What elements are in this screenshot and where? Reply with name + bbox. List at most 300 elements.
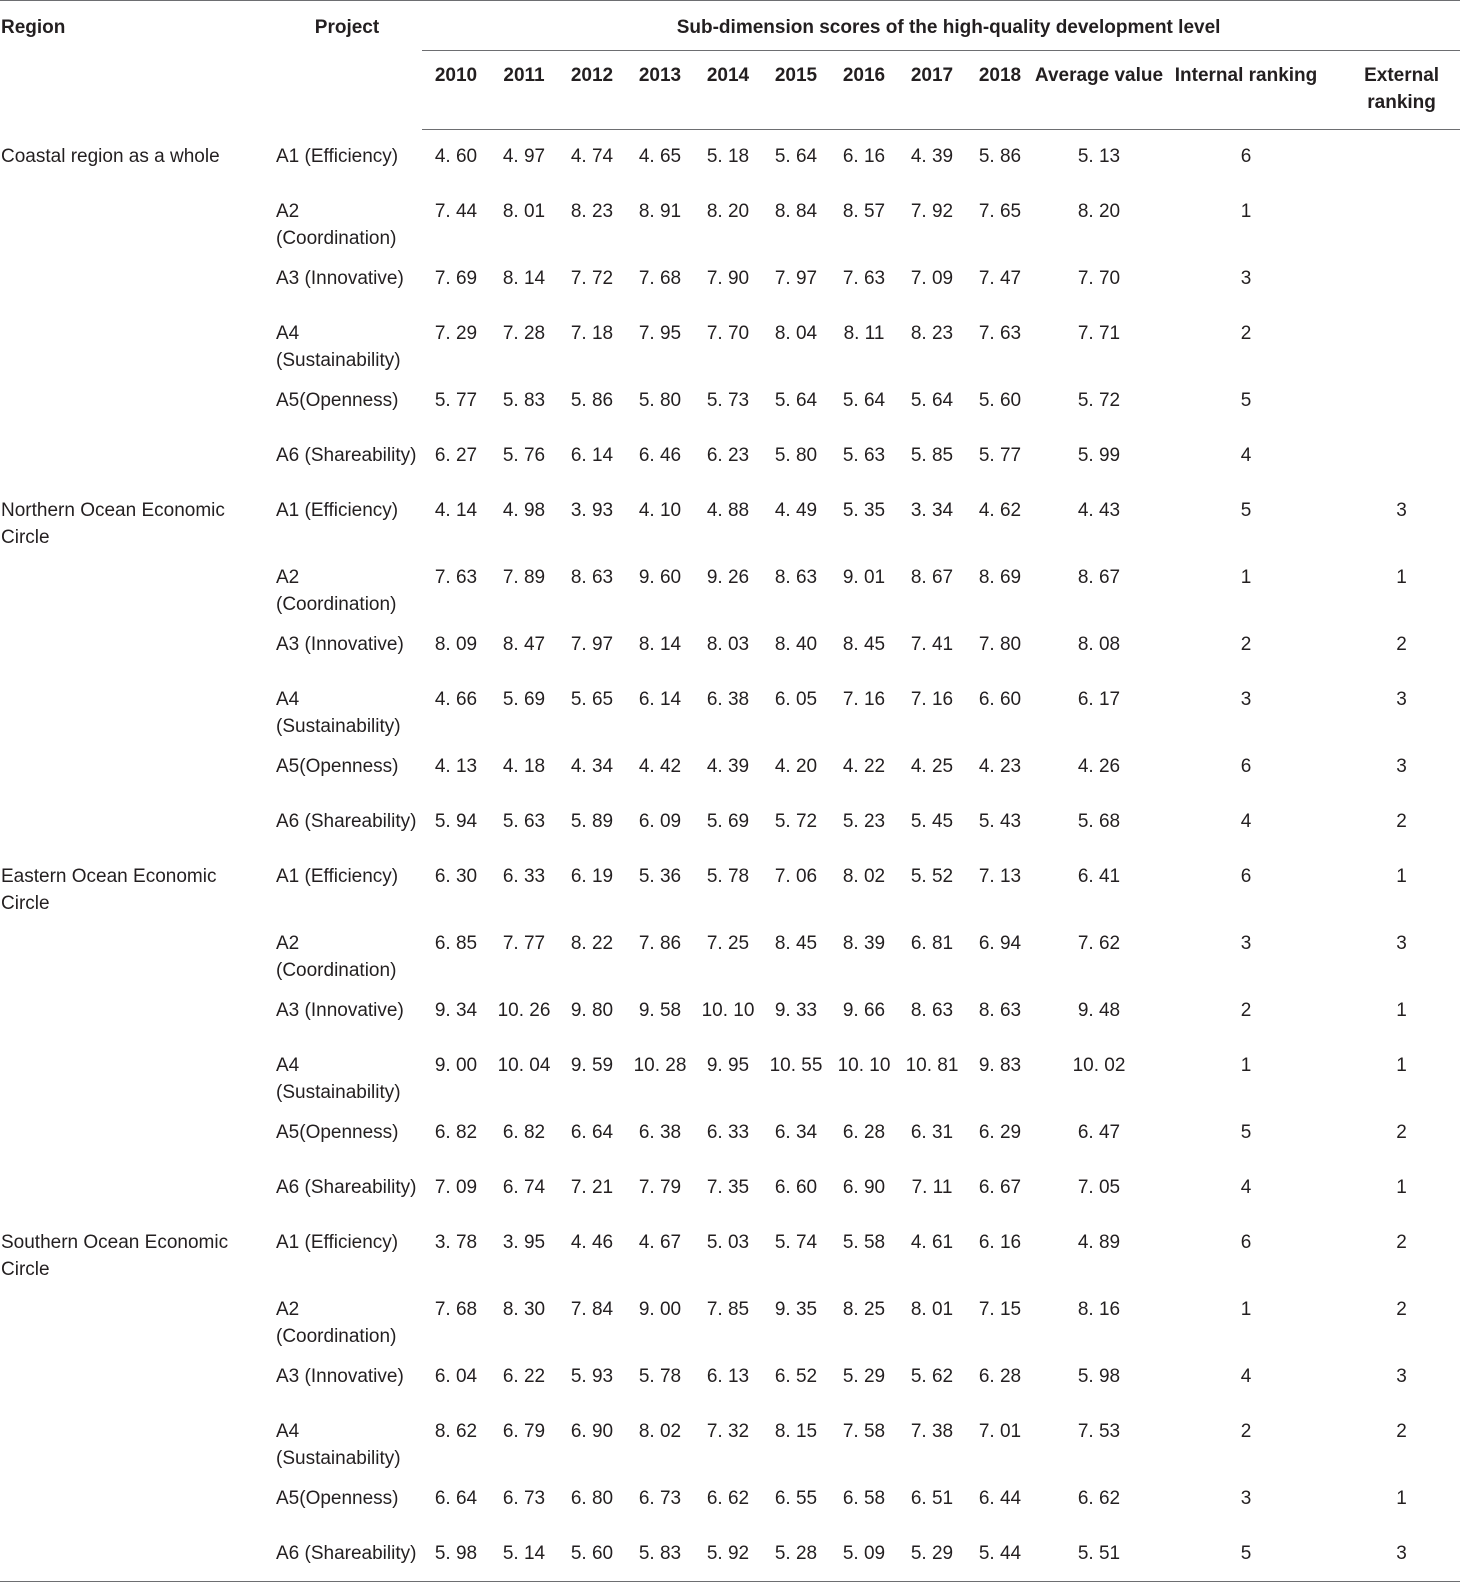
year-score-cell: 5. 09: [830, 1527, 898, 1582]
internal-ranking-cell: 3: [1240, 1487, 1252, 1509]
year-score-cell: 6. 82: [502, 1121, 546, 1143]
year-score-cell: 5. 64: [842, 389, 886, 411]
average-cell: 7. 70: [1077, 267, 1121, 289]
year-score-cell: 6. 38: [638, 1121, 682, 1143]
project-cell: A1 (Efficiency): [276, 865, 399, 887]
year-score-cell: 9. 33: [774, 999, 818, 1021]
year-score-cell: 7. 09: [434, 1176, 478, 1198]
year-score-cell: 6. 60: [774, 1176, 818, 1198]
year-score-cell: 8. 25: [842, 1298, 886, 1320]
project-cell: A2 (Coordination): [276, 1298, 397, 1347]
year-score-cell: 7. 97: [774, 267, 818, 289]
year-score-cell: 6. 62: [706, 1487, 750, 1509]
internal-ranking-cell: 3: [1240, 267, 1252, 289]
average-cell: 7. 71: [1077, 322, 1121, 344]
internal-ranking-cell: 6: [1240, 1231, 1252, 1253]
year-score-cell: 9. 95: [706, 1054, 750, 1076]
average-cell: 6. 62: [1077, 1487, 1121, 1509]
table-row: [0, 1216, 1460, 1283]
year-score-cell: 5. 83: [626, 1527, 694, 1582]
year-score-cell: 7. 41: [910, 633, 954, 655]
year-score-cell: 9. 35: [774, 1298, 818, 1320]
year-score-cell: 4. 25: [910, 755, 954, 777]
year-score-cell: 8. 02: [842, 865, 886, 887]
year-score-cell: 10. 55: [769, 1054, 823, 1076]
year-score-cell: 6. 44: [978, 1487, 1022, 1509]
external-ranking-cell: [1328, 185, 1460, 252]
year-score-cell: 3. 78: [434, 1231, 478, 1253]
year-score-cell: 4. 39: [706, 755, 750, 777]
year-score-cell: 4. 98: [502, 499, 546, 521]
year-header: 2017: [898, 51, 966, 130]
year-score-cell: 9. 66: [842, 999, 886, 1021]
year-score-cell: 9. 60: [638, 566, 682, 588]
external-ranking-cell: 2: [1396, 1231, 1407, 1253]
year-score-cell: 5. 36: [638, 865, 682, 887]
internal-ranking-cell: 5: [1240, 499, 1252, 521]
year-score-cell: 7. 80: [978, 633, 1022, 655]
average-cell: 5. 13: [1077, 146, 1121, 167]
external-ranking-cell: 1: [1396, 1176, 1407, 1198]
year-score-cell: 7. 95: [638, 322, 682, 344]
internal-ranking-cell: 6: [1240, 865, 1252, 887]
year-score-cell: 7. 16: [842, 688, 886, 710]
year-score-cell: 5. 29: [842, 1365, 886, 1387]
internal-ranking-cell: 2: [1240, 999, 1252, 1021]
year-score-cell: 5. 18: [706, 146, 750, 167]
external-ranking-header: External ranking: [1328, 51, 1460, 130]
year-score-cell: 8. 63: [910, 999, 954, 1021]
year-score-cell: 7. 09: [910, 267, 954, 289]
average-cell: 9. 48: [1077, 999, 1121, 1021]
year-score-cell: 4. 13: [434, 755, 478, 777]
average-cell: 8. 08: [1077, 633, 1121, 655]
year-score-cell: 6. 30: [434, 865, 478, 887]
table-row: [0, 374, 1460, 429]
year-score-cell: 6. 94: [978, 932, 1022, 954]
year-score-cell: 6. 58: [842, 1487, 886, 1509]
year-score-cell: 9. 80: [570, 999, 614, 1021]
year-score-cell: 6. 55: [774, 1487, 818, 1509]
year-score-cell: 6. 33: [706, 1121, 750, 1143]
year-score-cell: 7. 77: [502, 932, 546, 954]
year-score-cell: 4. 10: [638, 499, 682, 521]
average-cell: 7. 05: [1077, 1176, 1121, 1198]
year-score-cell: 4. 60: [434, 146, 478, 167]
region-cell: Southern Ocean Economic Circle: [1, 1231, 229, 1280]
project-cell: A4 (Sustainability): [276, 688, 401, 737]
average-cell: 4. 26: [1077, 755, 1121, 777]
year-score-cell: 7. 38: [910, 1420, 954, 1442]
year-score-cell: 6. 29: [978, 1121, 1022, 1143]
table-body: [0, 130, 1460, 1582]
region-cell: [0, 429, 272, 484]
year-score-cell: 9. 01: [842, 566, 886, 588]
year-score-cell: 8. 47: [502, 633, 546, 655]
year-score-cell: 7. 86: [638, 932, 682, 954]
year-score-cell: 9. 00: [638, 1298, 682, 1320]
year-score-cell: 4. 88: [706, 499, 750, 521]
table-row: [0, 740, 1460, 795]
year-score-cell: 5. 76: [502, 444, 546, 466]
table-row: [0, 618, 1460, 673]
year-score-cell: 6. 67: [978, 1176, 1022, 1198]
average-cell: 8. 67: [1077, 566, 1121, 588]
year-score-cell: 4. 65: [638, 146, 682, 167]
year-score-cell: 6. 34: [774, 1121, 818, 1143]
year-score-cell: 5. 86: [570, 389, 614, 411]
external-ranking-cell: [1328, 374, 1460, 429]
region-cell: [0, 185, 272, 252]
table-row: [0, 484, 1460, 551]
year-score-cell: 8. 30: [502, 1298, 546, 1320]
year-score-cell: 7. 97: [570, 633, 614, 655]
project-cell: A1 (Efficiency): [276, 1231, 399, 1253]
year-score-cell: 6. 13: [706, 1365, 750, 1387]
year-score-cell: 5. 72: [774, 810, 818, 832]
project-cell: A6 (Shareability): [272, 1527, 422, 1582]
year-score-cell: 7. 21: [570, 1176, 614, 1198]
year-score-cell: 7. 72: [570, 267, 614, 289]
external-ranking-cell: 3: [1328, 1527, 1460, 1582]
project-cell: A3 (Innovative): [276, 633, 404, 655]
year-score-cell: 8. 02: [638, 1420, 682, 1442]
average-cell: 4. 89: [1077, 1231, 1121, 1253]
region-cell: [0, 673, 272, 740]
year-score-cell: 9. 59: [570, 1054, 614, 1076]
project-cell: A5(Openness): [276, 1121, 399, 1143]
year-header: 2011: [490, 51, 558, 130]
project-cell: A2 (Coordination): [276, 200, 397, 249]
average-cell: 10. 02: [1072, 1054, 1126, 1076]
year-score-cell: 5. 73: [706, 389, 750, 411]
average-cell: 5. 68: [1077, 810, 1121, 832]
year-score-cell: 5. 63: [502, 810, 546, 832]
year-score-cell: 3. 34: [910, 499, 954, 521]
year-score-cell: 5. 69: [706, 810, 750, 832]
year-score-cell: 7. 84: [570, 1298, 614, 1320]
year-score-cell: 9. 26: [706, 566, 750, 588]
year-score-cell: 6. 14: [638, 688, 682, 710]
internal-ranking-cell: 1: [1240, 566, 1252, 588]
year-score-cell: 6. 28: [842, 1121, 886, 1143]
year-score-cell: 6. 82: [434, 1121, 478, 1143]
year-score-cell: 7. 63: [434, 566, 478, 588]
year-score-cell: 5. 62: [910, 1365, 954, 1387]
year-score-cell: 8. 20: [706, 200, 750, 222]
year-score-cell: 8. 40: [774, 633, 818, 655]
year-score-cell: 6. 73: [638, 1487, 682, 1509]
year-score-cell: 9. 34: [434, 999, 478, 1021]
project-cell: A2 (Coordination): [276, 566, 397, 615]
table-row: [0, 252, 1460, 307]
external-ranking-cell: 2: [1396, 633, 1407, 655]
average-cell: 8. 16: [1077, 1298, 1121, 1320]
year-score-cell: 6. 38: [706, 688, 750, 710]
year-score-cell: 7. 63: [842, 267, 886, 289]
year-score-cell: 6. 79: [502, 1420, 546, 1442]
year-score-cell: 6. 60: [978, 688, 1022, 710]
internal-ranking-header: Internal ranking: [1164, 51, 1328, 130]
year-score-cell: 8. 84: [774, 200, 818, 222]
year-header: 2016: [830, 51, 898, 130]
external-ranking-cell: 2: [1396, 1121, 1407, 1143]
year-score-cell: 8. 01: [502, 200, 546, 222]
year-score-cell: 7. 06: [774, 865, 818, 887]
year-header: 2015: [762, 51, 830, 130]
year-score-cell: 4. 14: [434, 499, 478, 521]
external-ranking-cell: [1328, 307, 1460, 374]
year-score-cell: 5. 89: [570, 810, 614, 832]
external-ranking-cell: 1: [1396, 1054, 1407, 1076]
year-score-cell: 8. 63: [978, 999, 1022, 1021]
year-score-cell: 4. 18: [502, 755, 546, 777]
project-cell: A6 (Shareability): [276, 1176, 417, 1198]
year-score-cell: 7. 35: [706, 1176, 750, 1198]
year-score-cell: 4. 42: [638, 755, 682, 777]
project-cell: A6 (Shareability): [276, 444, 417, 466]
project-cell: A2 (Coordination): [276, 932, 397, 981]
region-cell: [0, 307, 272, 374]
year-score-cell: 7. 28: [502, 322, 546, 344]
internal-ranking-cell: 4: [1240, 1176, 1252, 1198]
project-cell: A4 (Sustainability): [276, 322, 401, 371]
internal-ranking-cell: 4: [1240, 444, 1252, 466]
average-cell: 7. 53: [1077, 1420, 1121, 1442]
year-score-cell: 8. 67: [910, 566, 954, 588]
year-score-cell: 5. 80: [774, 444, 818, 466]
region-cell: [0, 1350, 272, 1405]
project-cell: A3 (Innovative): [276, 267, 404, 289]
year-score-cell: 7. 89: [502, 566, 546, 588]
year-score-cell: 6. 09: [638, 810, 682, 832]
region-cell: [0, 1283, 272, 1350]
region-cell: [0, 252, 272, 307]
region-cell: [0, 618, 272, 673]
group-header: Sub-dimension scores of the high-quality development level: [422, 1, 1460, 51]
year-score-cell: 9. 00: [434, 1054, 478, 1076]
table-row: [0, 429, 1460, 484]
year-score-cell: 4. 66: [434, 688, 478, 710]
year-score-cell: 7. 47: [978, 267, 1022, 289]
year-score-cell: 8. 91: [638, 200, 682, 222]
table-row: [0, 1161, 1460, 1216]
table-row: [0, 1283, 1460, 1350]
year-score-cell: 5. 52: [910, 865, 954, 887]
year-score-cell: 6. 81: [910, 932, 954, 954]
year-score-cell: 5. 69: [502, 688, 546, 710]
year-score-cell: 5. 93: [570, 1365, 614, 1387]
year-score-cell: 4. 97: [502, 146, 546, 167]
region-cell: [0, 374, 272, 429]
year-score-cell: 6. 23: [706, 444, 750, 466]
year-score-cell: 6. 51: [910, 1487, 954, 1509]
year-score-cell: 6. 90: [570, 1420, 614, 1442]
internal-ranking-cell: 4: [1240, 810, 1252, 832]
table-row: [0, 551, 1460, 618]
internal-ranking-cell: 5: [1164, 1527, 1328, 1582]
region-cell: [0, 984, 272, 1039]
project-cell: A3 (Innovative): [276, 999, 404, 1021]
year-score-cell: 7. 29: [434, 322, 478, 344]
year-score-cell: 7. 90: [706, 267, 750, 289]
year-score-cell: 8. 23: [910, 322, 954, 344]
year-score-cell: 8. 63: [570, 566, 614, 588]
internal-ranking-cell: 5: [1240, 1121, 1252, 1143]
table-row: [0, 795, 1460, 850]
internal-ranking-cell: 2: [1240, 633, 1252, 655]
region-cell: [0, 1405, 272, 1472]
year-score-cell: 5. 43: [978, 810, 1022, 832]
year-score-cell: 6. 14: [570, 444, 614, 466]
year-score-cell: 3. 93: [570, 499, 614, 521]
year-score-cell: 4. 23: [978, 755, 1022, 777]
year-score-cell: 5. 28: [762, 1527, 830, 1582]
year-score-cell: 8. 04: [774, 322, 818, 344]
year-score-cell: 5. 63: [842, 444, 886, 466]
year-score-cell: 6. 80: [570, 1487, 614, 1509]
year-score-cell: 9. 83: [978, 1054, 1022, 1076]
year-score-cell: 8. 23: [570, 200, 614, 222]
year-score-cell: 7. 58: [842, 1420, 886, 1442]
project-cell: A5(Openness): [276, 389, 399, 411]
internal-ranking-cell: 2: [1240, 1420, 1252, 1442]
year-score-cell: 8. 11: [843, 322, 885, 344]
project-cell: A1 (Efficiency): [276, 145, 399, 167]
year-score-cell: 10. 10: [701, 999, 755, 1021]
external-ranking-cell: 3: [1396, 499, 1407, 521]
year-score-cell: 5. 60: [558, 1527, 626, 1582]
year-score-cell: 8. 14: [502, 267, 546, 289]
year-score-cell: 6. 16: [842, 146, 886, 167]
external-ranking-cell: 2: [1396, 1420, 1407, 1442]
year-score-cell: 7. 92: [910, 200, 954, 222]
year-score-cell: 5. 64: [774, 146, 818, 167]
year-header: 2012: [558, 51, 626, 130]
year-score-cell: 7. 63: [978, 322, 1022, 344]
region-cell: [0, 1527, 272, 1582]
year-score-cell: 5. 29: [898, 1527, 966, 1582]
year-score-cell: 7. 15: [978, 1298, 1022, 1320]
year-score-cell: 7. 68: [434, 1298, 478, 1320]
year-score-cell: 5. 03: [706, 1231, 750, 1253]
average-cell: 5. 51: [1034, 1527, 1164, 1582]
external-ranking-cell: 3: [1396, 932, 1407, 954]
year-score-cell: 5. 98: [422, 1527, 490, 1582]
average-cell: 8. 20: [1077, 200, 1121, 222]
year-score-cell: 8. 62: [434, 1420, 478, 1442]
year-score-cell: 8. 09: [434, 633, 478, 655]
external-ranking-cell: 1: [1396, 865, 1407, 887]
table-row: [0, 130, 1460, 185]
year-score-cell: 7. 01: [978, 1420, 1022, 1442]
table-row: [0, 185, 1460, 252]
year-score-cell: 10. 28: [633, 1054, 687, 1076]
year-score-cell: 7. 69: [434, 267, 478, 289]
table-row: [0, 1039, 1460, 1106]
year-score-cell: 7. 13: [978, 865, 1022, 887]
year-score-cell: 6. 64: [570, 1121, 614, 1143]
year-score-cell: 6. 33: [502, 865, 546, 887]
region-cell: [0, 917, 272, 984]
external-ranking-cell: [1328, 252, 1460, 307]
year-score-cell: 6. 19: [570, 865, 614, 887]
year-score-cell: 8. 14: [638, 633, 682, 655]
year-score-cell: 4. 74: [570, 146, 614, 167]
year-score-cell: 6. 85: [434, 932, 478, 954]
year-header: 2018: [966, 51, 1034, 130]
internal-ranking-cell: 1: [1240, 200, 1252, 222]
year-score-cell: 5. 23: [842, 810, 886, 832]
project-cell: A4 (Sustainability): [276, 1054, 401, 1103]
year-score-cell: 5. 77: [434, 389, 478, 411]
internal-ranking-cell: 1: [1240, 1298, 1252, 1320]
year-score-cell: 5. 78: [638, 1365, 682, 1387]
region-cell: Eastern Ocean Economic Circle: [1, 865, 217, 914]
average-header: Average value: [1034, 51, 1164, 130]
region-cell: [0, 551, 272, 618]
external-ranking-cell: 1: [1396, 566, 1407, 588]
year-score-cell: 5. 85: [910, 444, 954, 466]
region-cell: [0, 1039, 272, 1106]
internal-ranking-cell: 6: [1240, 146, 1252, 167]
year-score-cell: 10. 04: [497, 1054, 551, 1076]
year-score-cell: 4. 20: [774, 755, 818, 777]
table-row: [0, 1405, 1460, 1472]
year-score-cell: 8. 69: [978, 566, 1022, 588]
year-score-cell: 6. 31: [910, 1121, 954, 1143]
average-cell: 4. 43: [1077, 499, 1121, 521]
average-cell: 7. 62: [1077, 932, 1121, 954]
year-score-cell: 4. 46: [570, 1231, 614, 1253]
year-score-cell: 6. 64: [434, 1487, 478, 1509]
year-score-cell: 7. 32: [706, 1420, 750, 1442]
year-score-cell: 4. 39: [910, 146, 954, 167]
year-score-cell: 6. 22: [502, 1365, 546, 1387]
internal-ranking-cell: 5: [1240, 389, 1252, 411]
year-score-cell: 4. 49: [774, 499, 818, 521]
year-score-cell: 5. 44: [966, 1527, 1034, 1582]
region-cell: [0, 1472, 272, 1527]
year-score-cell: 7. 25: [706, 932, 750, 954]
year-score-cell: 10. 81: [905, 1054, 959, 1076]
year-score-cell: 4. 67: [638, 1231, 682, 1253]
year-header: 2013: [626, 51, 694, 130]
year-score-cell: 7. 85: [706, 1298, 750, 1320]
year-score-cell: 4. 22: [842, 755, 886, 777]
table-row: [0, 850, 1460, 917]
external-ranking-cell: [1328, 429, 1460, 484]
year-score-cell: 5. 64: [910, 389, 954, 411]
external-ranking-cell: 2: [1396, 810, 1407, 832]
year-score-cell: 7. 68: [638, 267, 682, 289]
year-score-cell: 5. 77: [978, 444, 1022, 466]
internal-ranking-cell: 1: [1240, 1054, 1252, 1076]
year-score-cell: 6. 27: [434, 444, 478, 466]
year-score-cell: 6. 04: [434, 1365, 478, 1387]
year-score-cell: 8. 15: [774, 1420, 818, 1442]
year-score-cell: 8. 39: [842, 932, 886, 954]
internal-ranking-cell: 6: [1240, 755, 1252, 777]
year-score-cell: 5. 94: [434, 810, 478, 832]
year-score-cell: 7. 18: [570, 322, 614, 344]
year-score-cell: 6. 46: [638, 444, 682, 466]
year-score-cell: 7. 16: [910, 688, 954, 710]
internal-ranking-cell: 2: [1240, 322, 1252, 344]
year-score-cell: 5. 83: [502, 389, 546, 411]
year-score-cell: 3. 95: [502, 1231, 546, 1253]
year-score-cell: 7. 79: [638, 1176, 682, 1198]
